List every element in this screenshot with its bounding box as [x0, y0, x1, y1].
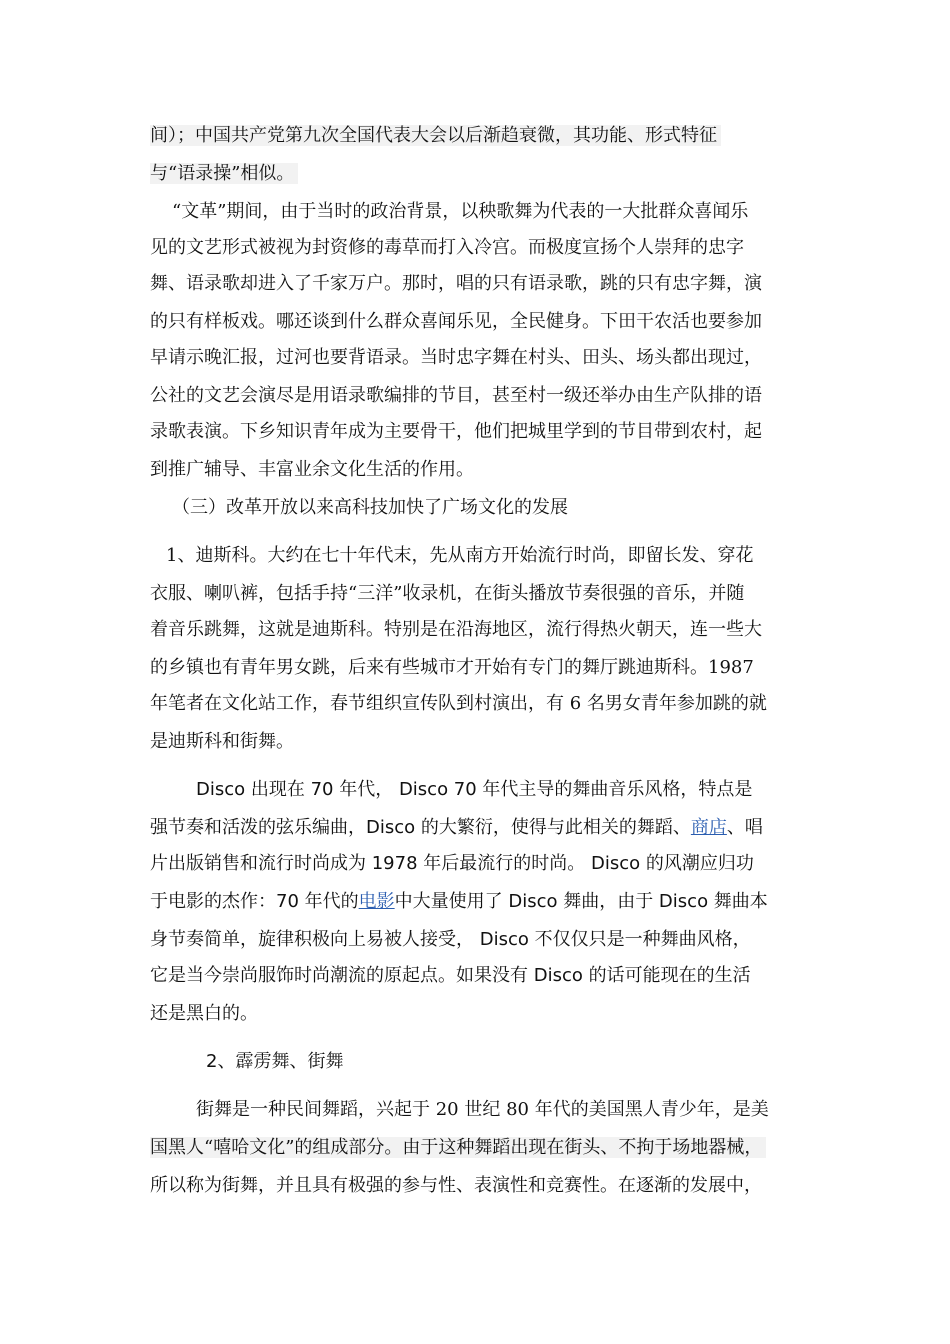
intro-line-1: 间）；中国共产党第九次全国代表大会以后渐趋衰微，其功能、形式特征 [150, 124, 721, 148]
paragraph-line: 是迪斯科和街舞。 [150, 731, 294, 752]
paragraph-line: 还是黑白的。 [150, 1003, 258, 1024]
paragraph-line: 强节奏和活泼的弦乐编曲，Disco 的大繁衍，使得与此相关的舞蹈、商店、唱 [150, 817, 763, 838]
shop-link[interactable]: 商店 [690, 817, 727, 838]
paragraph-line: 录歌表演。下乡知识青年成为主要骨干，他们把城里学到的节目带到农村，起 [150, 421, 762, 442]
paragraph-line: 片出版销售和流行时尚成为 1978 年后最流行的时尚。 Disco 的风潮应归功 [150, 853, 754, 874]
paragraph-line: 舞、语录歌却进入了千家万户。那时，唱的只有语录歌，跳的只有忠字舞，演 [150, 273, 762, 294]
paragraph-line: 街舞是一种民间舞蹈，兴起于 20 世纪 80 年代的美国黑人青少年，是美 [196, 1099, 769, 1120]
paragraph-line: 年笔者在文化站工作，春节组织宣传队到村演出，有 6 名男女青年参加跳的就 [150, 693, 767, 714]
paragraph-line: Disco 出现在 70 年代， Disco 70 年代主导的舞曲音乐风格，特点是 [196, 779, 753, 800]
paragraph-line: 见的文艺形式被视为封资修的毒草而打入冷宫。而极度宣扬个人崇拜的忠字 [150, 237, 744, 258]
movie-link[interactable]: 电影 [358, 891, 395, 912]
paragraph-line: 所以称为街舞，并且具有极强的参与性、表演性和竞赛性。在逐渐的发展中， [150, 1175, 762, 1196]
section-heading: （三）改革开放以来高科技加快了广场文化的发展 [172, 497, 568, 518]
paragraph-line: 衣服、喇叭裤，包括手持“三洋”收录机，在街头播放节奏很强的音乐，并随 [150, 583, 745, 604]
intro-line-2: 与“语录操”相似。 [150, 162, 298, 186]
subsection-heading: 2、霹雳舞、街舞 [206, 1051, 344, 1072]
paragraph-line: 公社的文艺会演尽是用语录歌编排的节目，甚至村一级还举办由生产队排的语 [150, 385, 762, 406]
paragraph-line: 于电影的杰作：70 年代的电影中大量使用了 Disco 舞曲，由于 Disco 舞曲本 [150, 891, 768, 912]
paragraph-line: 早请示晚汇报，过河也要背语录。当时忠字舞在村头、田头、场头都出现过， [150, 347, 762, 368]
paragraph-line: “文革”期间，由于当时的政治背景，以秧歌舞为代表的一大批群众喜闻乐 [172, 201, 749, 222]
paragraph-line: 身节奏简单，旋律积极向上易被人接受， Disco 不仅仅只是一种舞曲风格， [150, 929, 751, 950]
paragraph-line: 的乡镇也有青年男女跳，后来有些城市才开始有专门的舞厅跳迪斯科。1987 [150, 657, 754, 678]
paragraph-line: 1、迪斯科。大约在七十年代末，先从南方开始流行时尚，即留长发、穿花 [166, 545, 754, 566]
paragraph-line: 它是当今崇尚服饰时尚潮流的原起点。如果没有 Disco 的话可能现在的生活 [150, 965, 751, 986]
paragraph-line: 到推广辅导、丰富业余文化生活的作用。 [150, 459, 474, 480]
paragraph-line: 国黑人“嘻哈文化”的组成部分。由于这种舞蹈出现在街头、不拘于场地器械， [150, 1136, 766, 1160]
paragraph-line: 的只有样板戏。哪还谈到什么群众喜闻乐见，全民健身。下田干农活也要参加 [150, 311, 762, 332]
paragraph-line: 着音乐跳舞，这就是迪斯科。特别是在沿海地区，流行得热火朝天，连一些大 [150, 619, 762, 640]
